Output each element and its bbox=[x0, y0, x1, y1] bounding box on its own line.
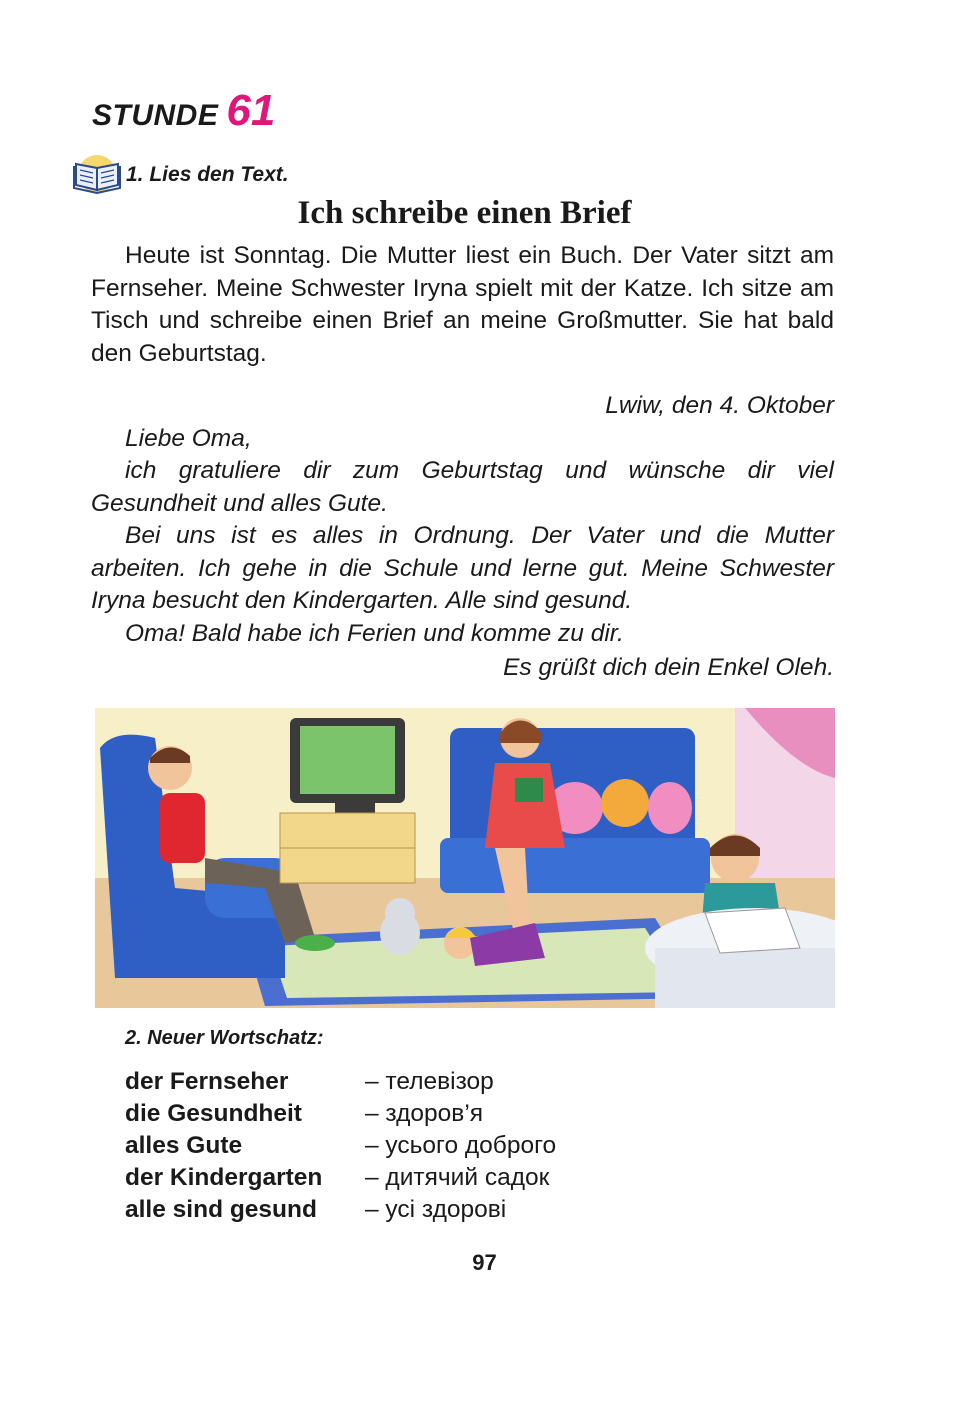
task-2-label: 2. Neuer Wortschatz: bbox=[125, 1027, 324, 1049]
vocab-row bbox=[125, 1194, 556, 1226]
vocab-german: der Kindergarten bbox=[125, 1164, 323, 1191]
vocab-ukrainian: – здоров’я bbox=[365, 1100, 484, 1127]
reading-text bbox=[91, 240, 834, 370]
letter-line: Bei uns ist es alles in Ordnung. Der Vater und die Mutter arbeiten. Ich gehe in die Schule und lerne gut. Meine Schwester Iryna besucht den Kindergarten. Alle sind gesund. bbox=[91, 522, 834, 614]
family-living-room-illustration bbox=[95, 708, 835, 1008]
letter bbox=[91, 390, 834, 685]
letter-place-date: Lwiw, den 4. Oktober bbox=[605, 392, 834, 419]
vocab-ukrainian: – усі здорові bbox=[365, 1196, 507, 1223]
vocab-row bbox=[125, 1098, 556, 1130]
vocab-row bbox=[125, 1130, 556, 1162]
vocabulary-list bbox=[125, 1066, 556, 1226]
lesson-word: STUNDE bbox=[92, 99, 219, 132]
vocab-ukrainian: – телевізор bbox=[365, 1068, 494, 1095]
letter-greeting: Liebe Oma, bbox=[125, 424, 252, 452]
lesson-heading bbox=[92, 86, 275, 136]
letter-line: Oma! Bald habe ich Ferien und komme zu dir. bbox=[125, 619, 624, 647]
vocab-german: der Fernseher bbox=[125, 1068, 289, 1095]
open-book-icon bbox=[70, 150, 124, 194]
letter-signature: Es grüßt dich dein Enkel Oleh. bbox=[503, 654, 834, 681]
lesson-number: 61 bbox=[226, 86, 276, 135]
vocab-row bbox=[125, 1066, 556, 1098]
vocab-ukrainian: – дитячий садок bbox=[365, 1164, 550, 1191]
text-title: Ich schreibe einen Brief bbox=[297, 195, 632, 231]
task-1-label: 1. Lies den Text. bbox=[126, 163, 289, 186]
vocab-german: die Gesundheit bbox=[125, 1100, 302, 1127]
vocab-row bbox=[125, 1162, 556, 1194]
vocab-german: alle sind gesund bbox=[125, 1196, 317, 1223]
paragraph: Heute ist Sonntag. Die Mutter liest ein Buch. Der Vater sitzt am Fernseher. Meine Schwester Iryna spielt mit der Katze. Ich sitze am Tisch und schreibe einen Brief an meine Großmutter. Sie hat bald den Geburtstag. bbox=[91, 242, 834, 367]
page-number: 97 bbox=[472, 1250, 497, 1275]
letter-line: ich gratuliere dir zum Geburtstag und wünsche dir viel Gesundheit und alles Gute. bbox=[91, 457, 834, 517]
vocab-german: alles Gute bbox=[125, 1132, 243, 1159]
task-1 bbox=[70, 150, 289, 194]
vocab-ukrainian: – усього доброго bbox=[365, 1132, 557, 1159]
